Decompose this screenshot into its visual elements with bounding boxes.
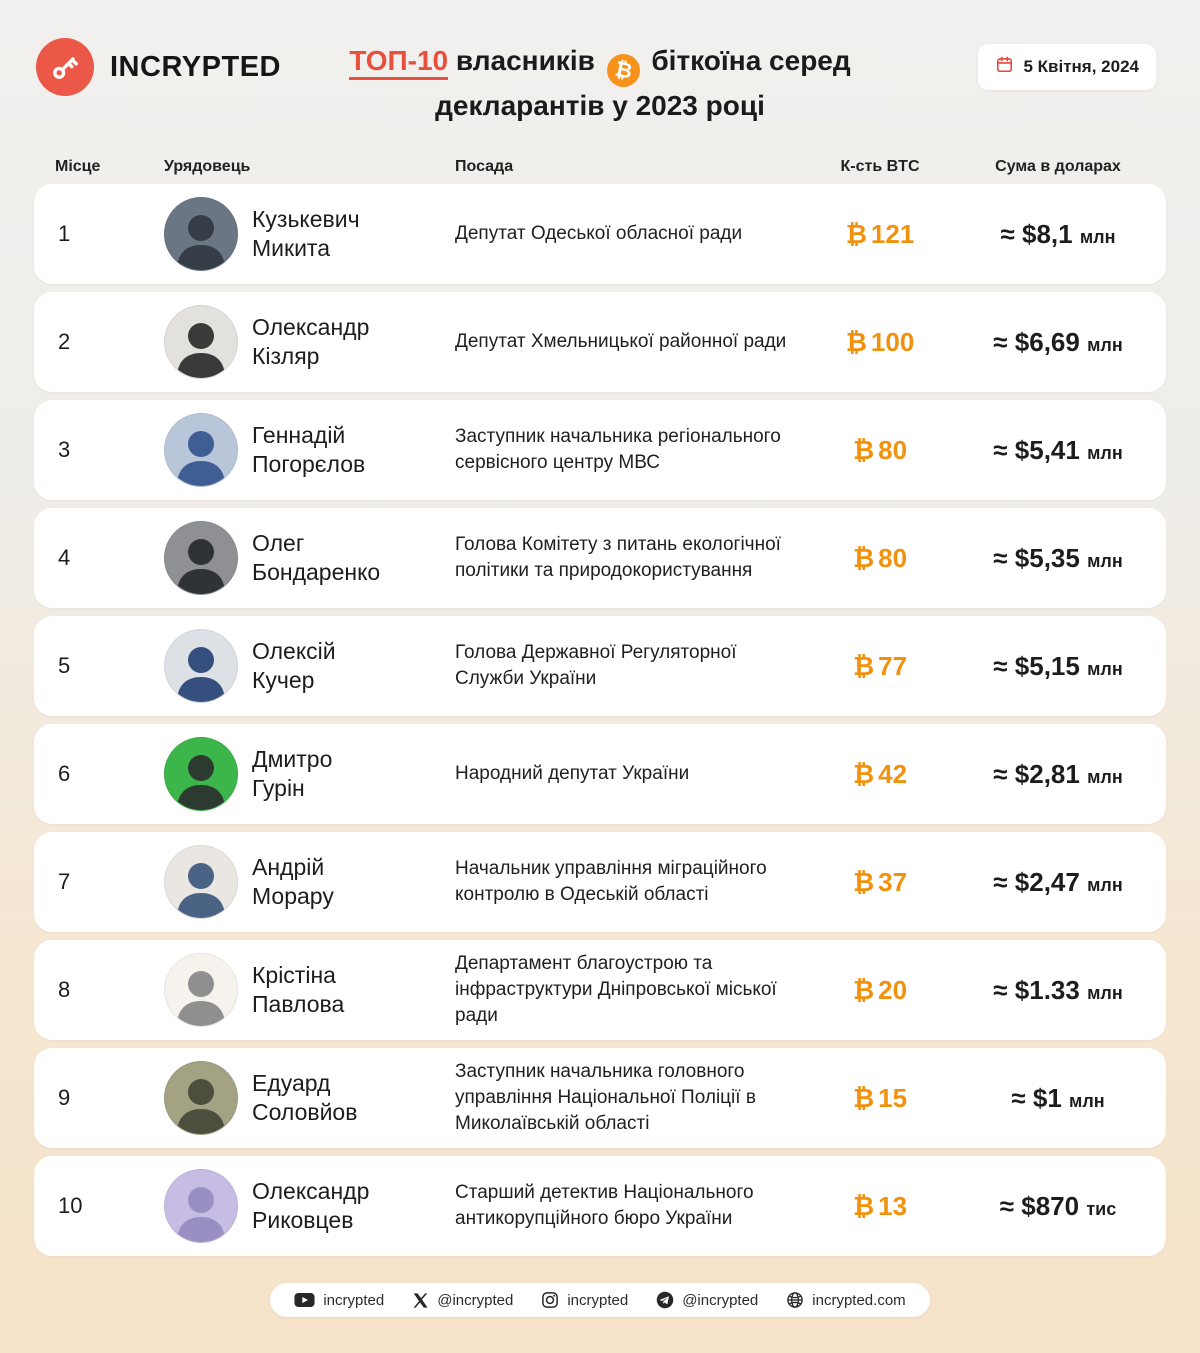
rank-number: 2 <box>58 329 71 354</box>
usd-value: ≈ $5,41 <box>993 434 1080 465</box>
official-name-line2: Морару <box>252 883 334 909</box>
btc-amount <box>810 327 950 358</box>
btc-symbol: ₿ <box>852 1191 875 1222</box>
social-instagram[interactable] <box>541 1291 628 1309</box>
btc-amount <box>810 1083 950 1114</box>
usd-value: ≈ $1 <box>1011 1082 1062 1113</box>
official-name <box>248 529 455 587</box>
table-row <box>34 616 1166 716</box>
usd-amount <box>950 651 1166 682</box>
x-icon <box>412 1292 429 1309</box>
usd-value: ≈ $2,81 <box>993 758 1080 789</box>
official-name-line2: Погорєлов <box>252 451 366 477</box>
btc-amount <box>810 1191 950 1222</box>
social-label: incrypted <box>567 1291 629 1309</box>
usd-unit: млн <box>1087 334 1123 355</box>
btc-symbol: ₿ <box>845 327 867 358</box>
usd-unit: млн <box>1087 658 1123 679</box>
usd-amount <box>950 867 1166 898</box>
avatar <box>164 1169 238 1243</box>
social-label: incrypted <box>323 1291 385 1309</box>
person-silhouette-icon <box>165 1068 237 1134</box>
usd-value: ≈ $2,47 <box>993 866 1080 897</box>
btc-value: 80 <box>878 434 908 465</box>
official-position: Голова Державної Регуляторної Служби України <box>455 642 737 689</box>
footer <box>34 1283 1166 1317</box>
official-name-line2: Кучер <box>252 667 315 693</box>
btc-value: 77 <box>878 650 908 681</box>
official-name <box>248 313 455 371</box>
table-row <box>34 400 1166 500</box>
usd-unit: млн <box>1079 226 1116 247</box>
table-row <box>34 1048 1166 1148</box>
table-row <box>34 508 1166 608</box>
calendar-icon <box>995 55 1014 79</box>
col-btc: К-сть BTC <box>840 158 920 175</box>
official-name-line2: Павлова <box>252 991 345 1017</box>
official-position: Голова Комітету з питань екологічної політики та природокористування <box>455 534 781 581</box>
btc-symbol: ₿ <box>852 759 875 790</box>
btc-amount <box>810 975 950 1006</box>
official-name-line2: Микита <box>252 235 330 261</box>
usd-value: ≈ $870 <box>999 1190 1080 1221</box>
official-name <box>248 1069 455 1127</box>
usd-value: ≈ $5,35 <box>993 542 1080 573</box>
avatar <box>164 413 238 487</box>
btc-symbol: ₿ <box>852 435 875 466</box>
usd-unit: тис <box>1086 1198 1117 1219</box>
rank-number: 8 <box>58 977 71 1002</box>
official-name <box>248 637 455 695</box>
official-name-line1: Геннадій <box>252 422 346 448</box>
usd-amount <box>950 1083 1166 1114</box>
rank-number: 9 <box>58 1085 71 1110</box>
avatar <box>164 953 238 1027</box>
btc-value: 13 <box>878 1190 908 1221</box>
table-row <box>34 1156 1166 1256</box>
btc-amount <box>810 867 950 898</box>
usd-unit: млн <box>1087 766 1123 787</box>
usd-amount <box>950 759 1166 790</box>
table-row <box>34 292 1166 392</box>
btc-amount <box>810 435 950 466</box>
official-name-line2: Гурін <box>252 775 305 801</box>
official-name <box>248 421 455 479</box>
title-line2: декларантів у 2023 році <box>435 90 765 121</box>
social-youtube[interactable] <box>294 1292 384 1309</box>
table-row <box>34 184 1166 284</box>
official-name <box>248 205 455 263</box>
btc-amount <box>810 219 950 250</box>
btc-value: 42 <box>878 758 908 789</box>
table-row <box>34 940 1166 1040</box>
usd-amount <box>950 219 1166 250</box>
official-name-line1: Андрій <box>252 854 325 880</box>
btc-value: 121 <box>870 218 915 249</box>
table-row <box>34 832 1166 932</box>
official-position: Старший детектив Національного антикорупційного бюро України <box>455 1182 754 1229</box>
avatar <box>164 521 238 595</box>
col-position: Посада <box>455 158 514 175</box>
social-x[interactable] <box>412 1292 513 1309</box>
person-silhouette-icon <box>165 636 237 702</box>
official-name-line1: Олександр <box>252 1178 370 1204</box>
ranking-rows <box>34 184 1166 1256</box>
rank-number: 7 <box>58 869 71 894</box>
official-name-line1: Олександр <box>252 314 370 340</box>
usd-unit: млн <box>1087 442 1123 463</box>
usd-unit: млн <box>1087 550 1123 571</box>
official-name <box>248 961 455 1019</box>
official-position: Департамент благоустрою та інфраструктури Дніпровської міської ради <box>455 953 777 1026</box>
official-position: Депутат Одеської обласної ради <box>455 223 743 244</box>
btc-symbol: ₿ <box>852 1083 875 1114</box>
official-name-line1: Крістіна <box>252 962 336 988</box>
btc-symbol: ₿ <box>845 219 867 250</box>
btc-value: 15 <box>878 1082 908 1113</box>
rank-number: 4 <box>58 545 71 570</box>
social-label: incrypted.com <box>812 1291 906 1309</box>
official-name-line1: Дмитро <box>252 746 333 772</box>
key-icon <box>36 38 94 96</box>
brand-name: INCRYPTED <box>110 50 281 83</box>
btc-amount <box>810 543 950 574</box>
rank-number: 3 <box>58 437 71 462</box>
social-website[interactable] <box>786 1291 905 1309</box>
header <box>34 0 1166 150</box>
bitcoin-icon: ₿ <box>607 54 640 87</box>
official-name-line1: Кузькевич <box>252 206 360 232</box>
usd-amount <box>950 1191 1166 1222</box>
usd-amount <box>950 435 1166 466</box>
telegram-icon <box>656 1291 674 1309</box>
official-name <box>248 745 455 803</box>
usd-value: ≈ $5,15 <box>993 650 1080 681</box>
btc-amount <box>810 759 950 790</box>
table-row <box>34 724 1166 824</box>
official-position: Начальник управління міграційного контролю в Одеській області <box>455 858 767 905</box>
official-name-line1: Олексій <box>252 638 336 664</box>
person-silhouette-icon <box>165 744 237 810</box>
globe-icon <box>786 1291 804 1309</box>
official-name-line2: Кізляр <box>252 343 320 369</box>
avatar <box>164 737 238 811</box>
usd-value: ≈ $8,1 <box>1000 218 1073 249</box>
usd-unit: млн <box>1087 982 1123 1003</box>
usd-amount <box>950 975 1166 1006</box>
social-label: @incrypted <box>682 1291 759 1309</box>
person-silhouette-icon <box>165 1176 237 1242</box>
official-position: Депутат Хмельницької районної ради <box>455 331 787 352</box>
title-end: біткоїна серед <box>643 45 851 76</box>
usd-value: ≈ $1.33 <box>993 974 1080 1005</box>
rank-number: 6 <box>58 761 71 786</box>
social-telegram[interactable] <box>656 1291 758 1309</box>
btc-amount <box>810 651 950 682</box>
btc-value: 20 <box>878 974 908 1005</box>
official-name-line2: Бондаренко <box>252 559 381 585</box>
date-text: 5 Квітня, 2024 <box>1023 57 1139 76</box>
usd-unit: млн <box>1087 874 1123 895</box>
usd-value: ≈ $6,69 <box>993 326 1080 357</box>
col-usd: Сума в доларах <box>995 158 1121 175</box>
avatar <box>164 845 238 919</box>
instagram-icon <box>541 1291 559 1309</box>
col-place: Місце <box>55 158 101 175</box>
official-name <box>248 1177 455 1235</box>
btc-value: 37 <box>878 866 908 897</box>
official-position: Заступник начальника регіонального сервісного центру МВС <box>455 426 781 473</box>
official-name-line2: Риковцев <box>252 1207 354 1233</box>
btc-symbol: ₿ <box>852 651 875 682</box>
page-title <box>320 42 880 124</box>
title-highlight: ТОП-10 <box>349 45 448 80</box>
social-label: @incrypted <box>437 1291 514 1309</box>
official-position: Народний депутат України <box>455 763 690 784</box>
avatar <box>164 629 238 703</box>
youtube-icon <box>294 1292 315 1308</box>
rank-number: 10 <box>58 1193 83 1218</box>
col-official: Урядовець <box>164 158 251 175</box>
avatar <box>164 1061 238 1135</box>
social-bar <box>270 1283 929 1317</box>
avatar <box>164 197 238 271</box>
person-silhouette-icon <box>165 528 237 594</box>
person-silhouette-icon <box>165 420 237 486</box>
official-position: Заступник начальника головного управління Національної Поліції в Миколаївській області <box>455 1061 756 1134</box>
btc-symbol: ₿ <box>852 867 875 898</box>
person-silhouette-icon <box>165 960 237 1026</box>
person-silhouette-icon <box>165 312 237 378</box>
btc-value: 80 <box>878 542 908 573</box>
official-name-line2: Соловйов <box>252 1099 358 1125</box>
official-name <box>248 853 455 911</box>
brand-logo <box>36 38 281 96</box>
rank-number: 5 <box>58 653 71 678</box>
usd-unit: млн <box>1069 1090 1105 1111</box>
usd-amount <box>950 327 1166 358</box>
official-name-line1: Олег <box>252 530 305 556</box>
btc-symbol: ₿ <box>852 975 875 1006</box>
person-silhouette-icon <box>165 852 237 918</box>
column-headers <box>34 150 1166 184</box>
rank-number: 1 <box>58 221 71 246</box>
btc-value: 100 <box>870 326 915 357</box>
person-silhouette-icon <box>165 204 237 270</box>
date-badge <box>978 44 1156 90</box>
title-mid: власників <box>448 45 603 76</box>
btc-symbol: ₿ <box>852 543 875 574</box>
usd-amount <box>950 543 1166 574</box>
official-name-line1: Едуард <box>252 1070 331 1096</box>
avatar <box>164 305 238 379</box>
